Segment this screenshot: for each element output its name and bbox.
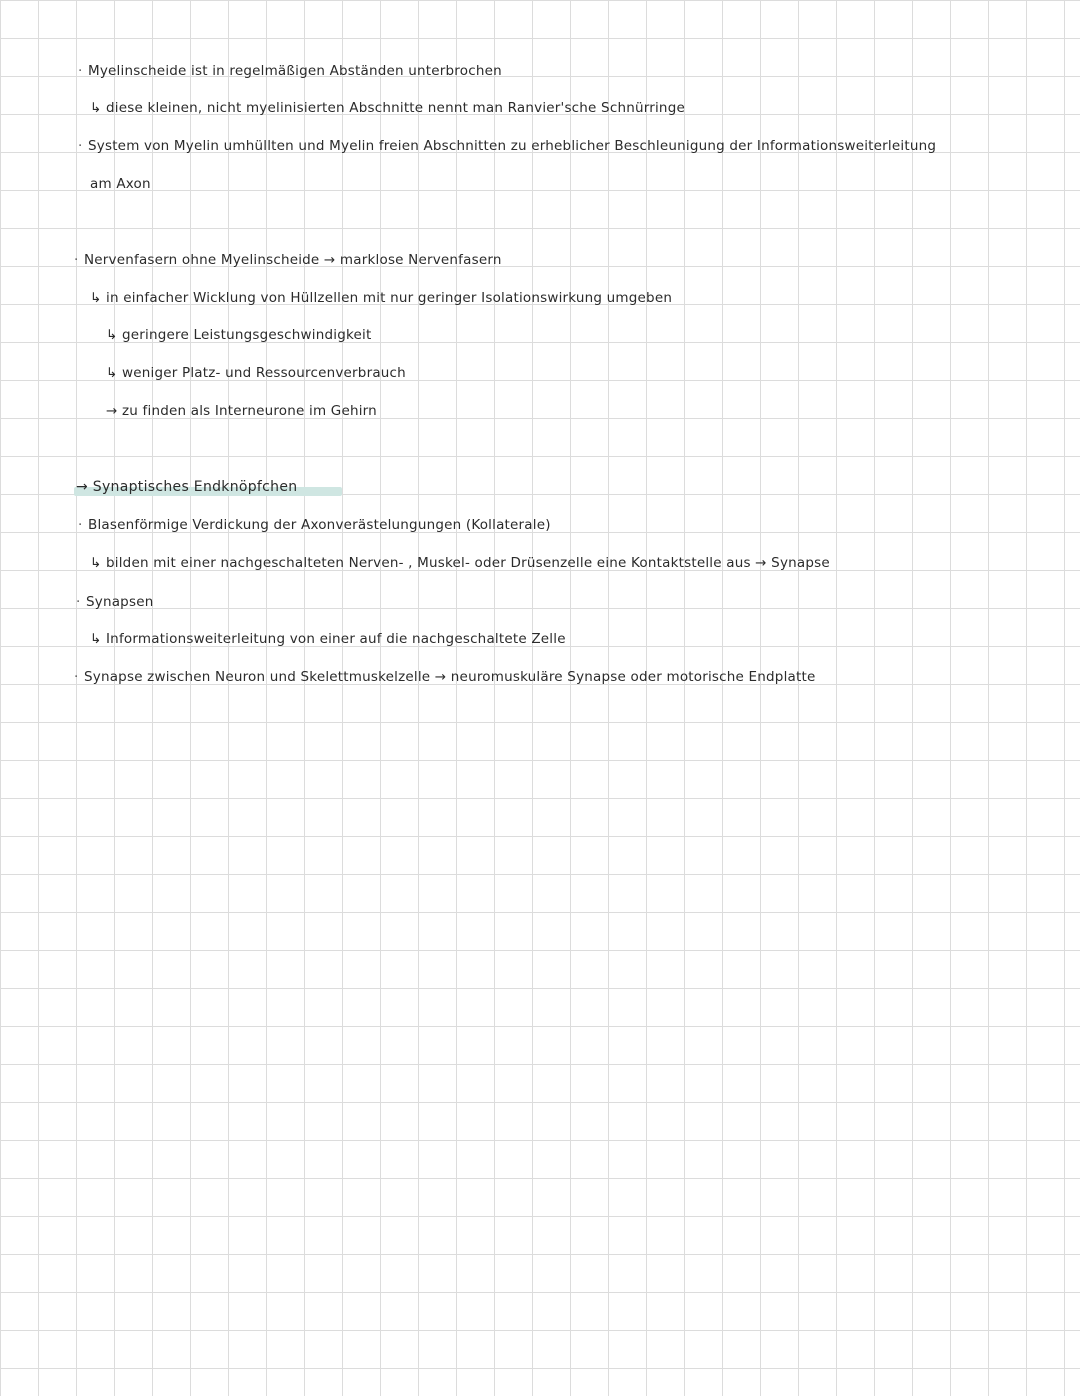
bullet: · xyxy=(78,517,83,533)
note-line-informationsweiterleitung xyxy=(90,630,566,648)
note-line-kontaktstelle xyxy=(90,554,830,572)
note-line-verbrauch xyxy=(106,364,406,382)
note-text: Synapse zwischen Neuron und Skelettmuskelzelle → neuromuskuläre Synapse oder motorische Endplatte xyxy=(84,669,816,685)
note-text: ↳ in einfacher Wicklung von Hüllzellen mit nur geringer Isolationswirkung umgeben xyxy=(90,290,673,306)
bullet: · xyxy=(74,669,79,685)
section-heading: → Synaptisches Endknöpfchen xyxy=(76,479,298,495)
note-text: ↳ diese kleinen, nicht myelinisierten Abschnitte nennt man Ranvier'sche Schnürringe xyxy=(90,100,685,116)
bullet: · xyxy=(76,594,81,610)
note-text: System von Myelin umhüllten und Myelin freien Abschnitten zu erheblicher Beschleunigung der Informationsweiterleitung xyxy=(88,138,937,154)
note-text: → zu finden als Interneurone im Gehirn xyxy=(106,403,377,419)
note-line-interneurone xyxy=(106,402,377,420)
note-line-am-axon xyxy=(90,175,151,193)
note-text: Nervenfasern ohne Myelinscheide → marklose Nervenfasern xyxy=(84,252,502,268)
note-line-blasenfoermig xyxy=(78,516,551,534)
note-text: am Axon xyxy=(90,176,151,192)
note-line-wicklung xyxy=(90,289,672,307)
note-text: ↳ bilden mit einer nachgeschalteten Nerven- , Muskel- oder Drüsenzelle eine Kontaktstelle aus → Synapse xyxy=(90,555,830,571)
bullet: · xyxy=(74,252,79,268)
note-line-ranvier xyxy=(90,99,685,117)
note-text: Myelinscheide ist in regelmäßigen Abständen unterbrochen xyxy=(88,63,502,79)
note-text: ↳ geringere Leistungsgeschwindigkeit xyxy=(106,327,372,343)
note-line-system xyxy=(78,137,936,155)
note-line-nervenfasern xyxy=(74,251,502,269)
note-line-neuromuskulaer xyxy=(74,668,816,686)
note-text: Synapsen xyxy=(86,594,154,610)
note-text: Blasenförmige Verdickung der Axonverästelungungen (Kollaterale) xyxy=(88,517,551,533)
note-text: ↳ Informationsweiterleitung von einer auf die nachgeschaltete Zelle xyxy=(90,631,566,647)
bullet: · xyxy=(78,63,83,79)
note-line-myelinscheide xyxy=(78,62,502,80)
note-line-synapsen xyxy=(76,593,153,611)
note-text: ↳ weniger Platz- und Ressourcenverbrauch xyxy=(106,365,406,381)
note-line-geschwindigkeit xyxy=(106,326,371,344)
bullet: · xyxy=(78,138,83,154)
